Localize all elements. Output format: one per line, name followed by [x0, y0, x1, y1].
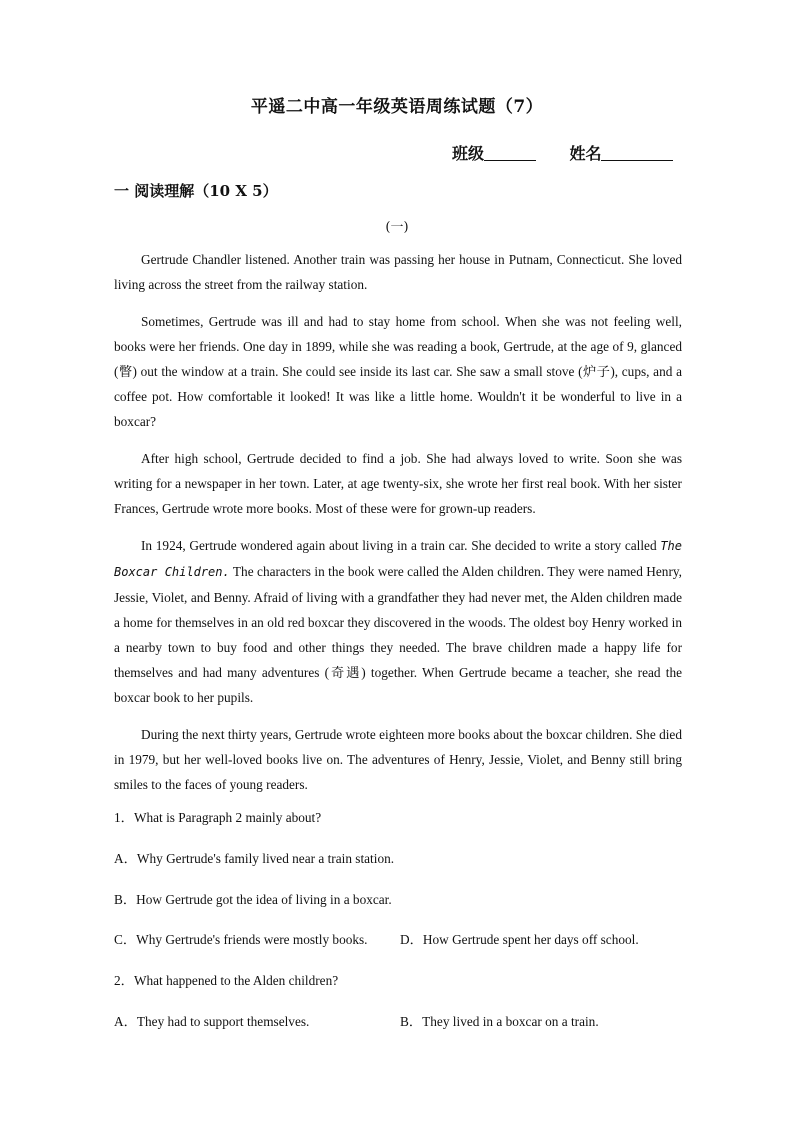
- book-title: The Boxcar Children.: [114, 539, 682, 579]
- class-blank[interactable]: [484, 146, 536, 161]
- question-1-option-c[interactable]: C．Why Gertrude's friends were mostly books.: [114, 932, 368, 947]
- question-2-option-a[interactable]: A．They had to support themselves.: [114, 1014, 310, 1029]
- paragraph-4-rest: The characters in the book were called the Alden children. They were named Henry, Jessie, Violet, and Benny. Afraid of living with a grandfather they had never met, the Alden children made a home for themselves in an old red boxcar they discovered in the woods. The oldest boy Henry worked in a nearby town to buy food and other things they needed. The brave children made a happy life for themselves and had many adventures (奇遇) together. When Gertrude became a teacher, she read the boxcar book to her pupils.: [114, 564, 682, 705]
- reading-passage: [114, 247, 682, 809]
- question-1-stem: 1．What is Paragraph 2 mainly about?: [114, 810, 322, 825]
- class-name-line: [452, 141, 673, 164]
- section-heading: 一 阅读理解（10 X 5）: [114, 182, 278, 200]
- paragraph-2: Sometimes, Gertrude was ill and had to stay home from school. When she was not feeling well, books were her friends. One day in 1899, while she was reading a book, Gertrude, at the age of 9, glanced (瞥) out the window at a train. She could see inside its last car. She saw a small stove (炉子), cups, and a coffee pot. How comfortable it looked! It was like a little home. Wouldn't it be wonderful to live in a boxcar?: [114, 314, 682, 429]
- question-1-option-d[interactable]: D．How Gertrude spent her days off school.: [400, 932, 639, 947]
- paragraph-1: Gertrude Chandler listened. Another train was passing her house in Putnam, Connecticut. She loved living across the street from the railway station.: [114, 252, 682, 292]
- paragraph-4: [114, 533, 682, 710]
- question-2-option-b[interactable]: B．They lived in a boxcar on a train.: [400, 1014, 599, 1029]
- class-label: 班级: [452, 144, 485, 163]
- passage-number: (一): [385, 220, 409, 235]
- question-2-stem: 2．What happened to the Alden children?: [114, 973, 339, 988]
- paragraph-3: After high school, Gertrude decided to find a job. She had always loved to write. Soon she was writing for a newspaper in her town. Later, at age twenty-six, she wrote her first real book. With her sister Frances, Gertrude wrote more books. Most of these were for grown-up readers.: [114, 451, 682, 516]
- name-label: 姓名: [569, 144, 602, 163]
- page-title: 平遥二中高一年级英语周练试题（7）: [250, 97, 544, 117]
- question-1-option-a[interactable]: A．Why Gertrude's family lived near a train station.: [114, 851, 395, 866]
- question-1-option-b[interactable]: B．How Gertrude got the idea of living in a boxcar.: [114, 892, 392, 907]
- name-blank[interactable]: [601, 146, 673, 161]
- paragraph-4-start: In 1924, Gertrude wondered again about living in a train car. She decided to write a story called: [141, 538, 661, 553]
- paragraph-5: During the next thirty years, Gertrude wrote eighteen more books about the boxcar children. She died in 1979, but her well-loved books live on. The adventures of Henry, Jessie, Violet, and Benny still bring smiles to the faces of young readers.: [114, 727, 682, 792]
